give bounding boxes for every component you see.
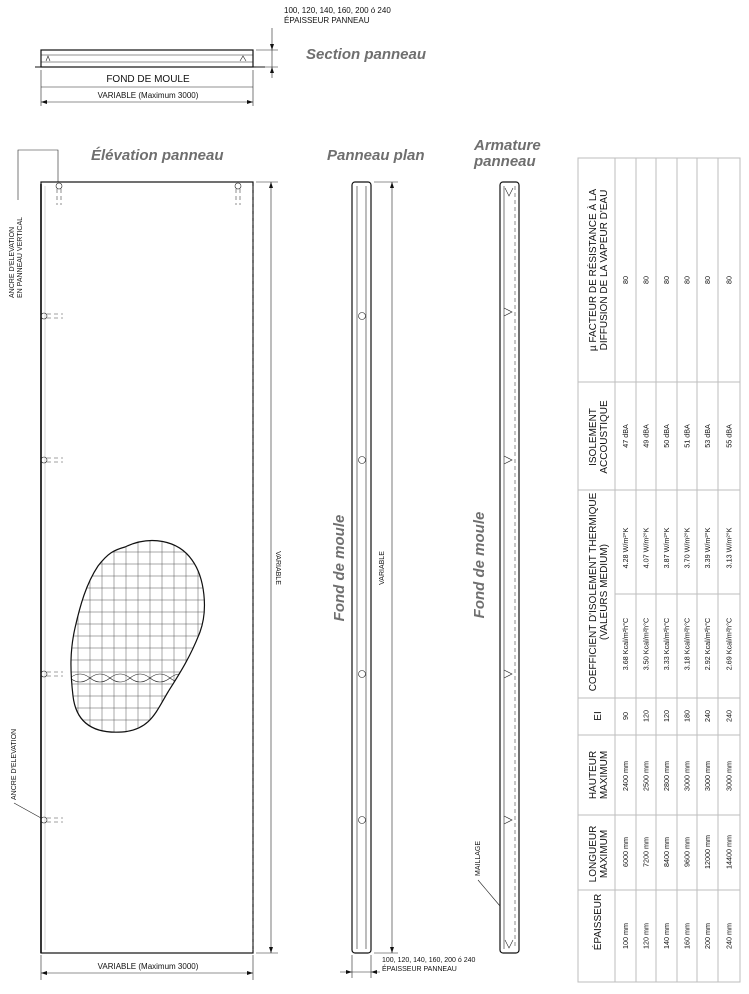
plan-thickness-values: 100, 120, 140, 160, 200 ó 240 — [382, 957, 476, 964]
header-acoustic-line2: ACCOUSTIQUE — [599, 400, 610, 474]
table-cell-length: 6000 mm — [621, 837, 630, 867]
table-cell-watt: 4.07 W/m²°K — [641, 527, 651, 569]
header-thermal-line1: COEFFICIENT D'ISOLEMENT THERMIQUE — [588, 492, 599, 692]
table-cell-ei: 180 — [682, 710, 692, 722]
header-acoustic-line1: ISOLEMENT — [588, 408, 599, 466]
section-width-arrow-left — [41, 100, 47, 104]
armature-view — [471, 137, 541, 953]
armature-tie-top — [505, 188, 513, 196]
elevation-title: Élévation panneau — [91, 147, 224, 164]
armature-connector-4 — [504, 816, 512, 824]
table-cell-ei: 120 — [662, 710, 671, 722]
armature-title-line2: panneau — [474, 153, 536, 170]
table-cell-thickness: 200 mm — [703, 923, 712, 949]
elevation-side-anchor-1 — [41, 313, 63, 319]
header-height-line1: HAUTEUR — [588, 750, 599, 800]
armature-connector-2 — [504, 456, 512, 464]
table-cell-dba: 53 dBA — [703, 424, 712, 448]
table-cell-length: 14400 mm — [724, 835, 734, 869]
table-cell-kcal: 2.92 Kcal/m²h°C — [703, 617, 712, 671]
table-cell-ei: 240 — [724, 710, 734, 722]
section-width-label: VARIABLE (Maximum 3000) — [97, 91, 199, 100]
properties-table — [578, 158, 740, 982]
elevation-view — [9, 147, 281, 980]
section-thickness-values: 100, 120, 140, 160, 200 ó 240 — [284, 6, 391, 15]
table-cell-height: 2500 mm — [641, 761, 651, 791]
table-cell-ei: 240 — [703, 710, 712, 722]
elevation-anchor-leader — [14, 803, 41, 818]
table-cell-kcal: 3.50 Kcal/m²h°C — [641, 617, 651, 671]
section-anchor-mark-left — [46, 56, 50, 61]
header-vapour-line1: µ FACTEUR DE RÉSISTANCE À LA — [588, 188, 599, 352]
header-ei: EI — [593, 711, 604, 721]
section-thickness-arrow-bottom — [270, 67, 274, 73]
section-anchor-mark-right — [240, 56, 246, 61]
table-cell-watt: 3.39 W/m²°K — [703, 527, 712, 569]
plan-mould-label: Fond de moule — [331, 514, 348, 622]
table-cell-thickness: 240 mm — [724, 923, 734, 949]
elevation-panel-outline — [41, 182, 253, 953]
plan-anchor-4 — [359, 817, 366, 824]
section-panel-outline — [41, 50, 253, 67]
header-thermal-line2: (VALEURS MEDIUM) — [599, 544, 610, 640]
elevation-height-arrow-bottom — [269, 947, 273, 953]
table-cell-length: 8400 mm — [662, 837, 671, 867]
table-cell-mu: 80 — [641, 276, 651, 284]
header-length-line2: MAXIMUM — [599, 829, 610, 879]
armature-mesh-label: MAILLAGE — [475, 840, 482, 876]
header-length-line1: LONGUEUR — [588, 825, 599, 883]
table-cell-thickness: 160 mm — [682, 923, 692, 949]
elevation-height-label: VARIABLE — [274, 551, 281, 585]
elevation-side-anchor-3 — [41, 671, 63, 677]
table-cell-thickness: 100 mm — [621, 923, 630, 949]
armature-mesh-leader — [478, 880, 500, 906]
header-vapour-line2: DIFFUSION DE LA VAPEUR D'EAU — [599, 189, 610, 351]
section-thickness-arrow-top — [270, 44, 274, 50]
armature-connector-1 — [504, 308, 512, 316]
header-thickness: ÉPAISSEUR — [593, 893, 604, 951]
elevation-anchor-vertical-line2: EN PANNEAU VERTICAL — [17, 216, 24, 298]
elevation-mesh-outline — [71, 541, 204, 733]
armature-title-line1: Armature — [474, 137, 541, 154]
plan-height-arrow-top — [390, 182, 394, 188]
plan-view — [327, 147, 476, 978]
table-cell-kcal: 3.18 Kcal/m²h°C — [682, 617, 692, 671]
table-cell-mu: 80 — [724, 276, 734, 284]
armature-connector-3 — [504, 670, 512, 678]
table-cell-dba: 55 dBA — [724, 424, 734, 448]
table-cell-watt: 3.70 W/m²°K — [682, 527, 692, 569]
table-cell-dba: 51 dBA — [682, 424, 692, 448]
table-cell-dba: 49 dBA — [641, 424, 651, 448]
plan-panel-outline — [352, 182, 371, 953]
plan-anchor-3 — [359, 671, 366, 678]
elevation-side-anchor-2 — [41, 457, 63, 463]
plan-thickness-label: ÉPAISSEUR PANNEAU — [382, 966, 457, 973]
table-cell-kcal: 3.33 Kcal/m²h°C — [662, 617, 671, 671]
elevation-mesh-cutaway — [66, 535, 212, 740]
elevation-height-arrow-top — [269, 182, 273, 188]
elevation-anchor-vertical-leader — [18, 150, 58, 200]
elevation-width-arrow-left — [41, 971, 47, 975]
section-title: Section panneau — [306, 46, 427, 63]
table-cell-mu: 80 — [621, 276, 630, 284]
table-cell-mu: 80 — [662, 276, 671, 284]
elevation-width-arrow-right — [247, 971, 253, 975]
table-cell-mu: 80 — [682, 276, 692, 284]
plan-thickness-arrow-right — [371, 970, 377, 974]
table-cell-watt: 3.13 W/m²°K — [724, 527, 734, 569]
elevation-top-anchor-left — [56, 183, 62, 205]
armature-tie-bottom — [505, 940, 513, 948]
section-mould-label: FOND DE MOULE — [106, 74, 190, 85]
table-cell-height: 2800 mm — [662, 761, 671, 791]
table-cell-height: 3000 mm — [724, 761, 734, 791]
section-view — [35, 6, 426, 106]
table-cell-thickness: 140 mm — [662, 923, 671, 949]
table-cell-height: 3000 mm — [682, 761, 692, 791]
table-cell-mu: 80 — [703, 276, 712, 284]
table-cell-thickness: 120 mm — [641, 923, 651, 949]
elevation-width-label: VARIABLE (Maximum 3000) — [97, 962, 199, 971]
table-cell-kcal: 3.68 Kcal/m²h°C — [621, 617, 630, 671]
section-width-arrow-right — [247, 100, 253, 104]
armature-mould-label: Fond de moule — [471, 511, 488, 619]
table-cell-length: 9600 mm — [682, 837, 692, 867]
table-cell-height: 2400 mm — [621, 761, 630, 791]
table-cell-length: 12000 mm — [703, 835, 712, 869]
table-cell-dba: 50 dBA — [662, 424, 671, 448]
elevation-side-anchor-4 — [41, 817, 63, 823]
table-cell-ei: 120 — [641, 710, 651, 722]
plan-title: Panneau plan — [327, 147, 425, 164]
table-cell-watt: 3.87 W/m²°K — [662, 527, 671, 569]
table-cell-dba: 47 dBA — [621, 424, 630, 448]
table-cell-length: 7200 mm — [641, 837, 651, 867]
plan-height-arrow-bottom — [390, 947, 394, 953]
table-cell-watt: 4.28 W/m²°K — [621, 527, 630, 569]
elevation-anchor-label: ANCRE D'ELEVATION — [11, 728, 18, 800]
plan-anchor-1 — [359, 313, 366, 320]
plan-thickness-arrow-left — [346, 970, 352, 974]
plan-height-label: VARIABLE — [379, 551, 386, 585]
section-thickness-label: ÉPAISSEUR PANNEAU — [284, 16, 370, 25]
plan-anchor-2 — [359, 457, 366, 464]
elevation-anchor-vertical-line1: ANCRE D'ELEVATION — [9, 226, 16, 298]
table-cell-kcal: 2.69 Kcal/m²h°C — [724, 617, 734, 671]
header-height-line2: MAXIMUM — [599, 750, 610, 800]
armature-panel-outline — [500, 182, 519, 953]
elevation-top-anchor-right — [235, 183, 241, 205]
table-cell-height: 3000 mm — [703, 761, 712, 791]
table-cell-ei: 90 — [621, 712, 630, 720]
